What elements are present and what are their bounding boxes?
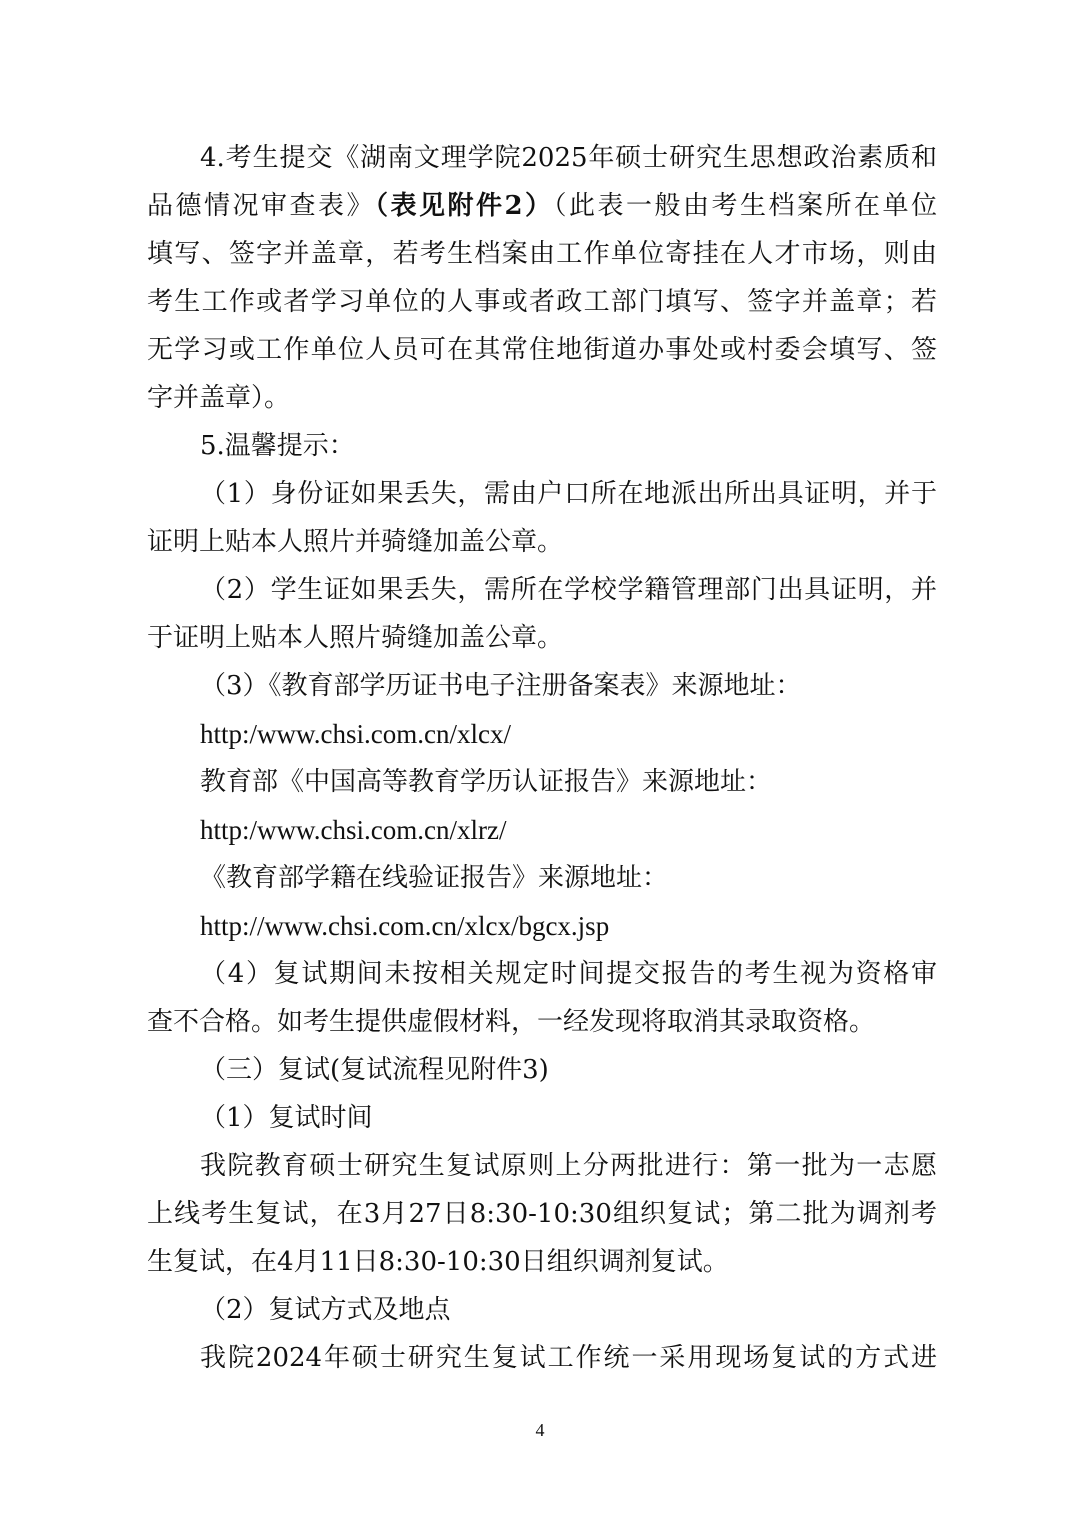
chsi-bgcx-url: http://www.chsi.com.cn/xlcx/bgcx.jsp bbox=[200, 911, 610, 941]
tip2-line-1: （2）学生证如果丢失，需所在学校学籍管理部门出具证明，并 bbox=[200, 575, 937, 605]
para4-line-1: 4.考生提交《湖南文理学院2025年硕士研究生思想政治素质和 bbox=[200, 143, 937, 173]
retest-time-line-2: 上线考生复试，在3月27日8:30-10:30组织复试；第二批为调剂考 bbox=[147, 1199, 937, 1229]
para4-line-2 bbox=[147, 189, 937, 223]
tip3-line-1: （3）《教育部学历证书电子注册备案表》来源地址： bbox=[200, 671, 802, 701]
tip3-line-3: 《教育部学籍在线验证报告》来源地址： bbox=[200, 863, 669, 893]
para4-line-6: 字并盖章）。 bbox=[147, 383, 291, 413]
tip2-line-2: 于证明上贴本人照片骑缝加盖公章。 bbox=[147, 623, 564, 653]
retest-method-heading: （2）复试方式及地点 bbox=[200, 1295, 451, 1325]
tip4-line-2: 查不合格。如考生提供虚假材料，一经发现将取消其录取资格。 bbox=[147, 1007, 876, 1037]
tip1-line-2: 证明上贴本人照片并骑缝加盖公章。 bbox=[147, 527, 564, 557]
retest-time-line-1: 我院教育硕士研究生复试原则上分两批进行：第一批为一志愿 bbox=[200, 1151, 937, 1181]
para4-line-5: 无学习或工作单位人员可在其常住地街道办事处或村委会填写、签 bbox=[147, 335, 937, 365]
section3-heading: （三）复试(复试流程见附件3) bbox=[200, 1055, 549, 1085]
chsi-xlrz-url: http:/www.chsi.com.cn/xlrz/ bbox=[200, 815, 507, 845]
para4-attachment-ref: （表见附件2） bbox=[374, 191, 554, 221]
para4-line-4: 考生工作或者学习单位的人事或者政工部门填写、签字并盖章；若 bbox=[147, 287, 937, 317]
page-number: 4 bbox=[535, 1420, 545, 1440]
retest-time-heading: （1）复试时间 bbox=[200, 1103, 373, 1133]
retest-time-line-3: 生复试，在4月11日8:30-10:30日组织调剂复试。 bbox=[147, 1247, 729, 1277]
tip3-line-2: 教育部《中国高等教育学历认证报告》来源地址： bbox=[200, 767, 773, 797]
para4-line-3: 填写、签字并盖章，若考生档案由工作单位寄挂在人才市场，则由 bbox=[147, 239, 937, 269]
para5-title: 5.温馨提示： bbox=[200, 431, 355, 461]
retest-method-line-1: 我院2024年硕士研究生复试工作统一采用现场复试的方式进 bbox=[200, 1343, 937, 1373]
tip4-line-1: （4）复试期间未按相关规定时间提交报告的考生视为资格审 bbox=[200, 959, 937, 989]
para4-line-2-tail: （此表一般由考生档案所在单位 bbox=[553, 191, 937, 221]
chsi-xlcx-url: http:/www.chsi.com.cn/xlcx/ bbox=[200, 719, 511, 749]
para4-form-title: 品德情况审查表》 bbox=[147, 191, 375, 221]
tip1-line-1: （1）身份证如果丢失，需由户口所在地派出所出具证明，并于 bbox=[200, 479, 937, 509]
